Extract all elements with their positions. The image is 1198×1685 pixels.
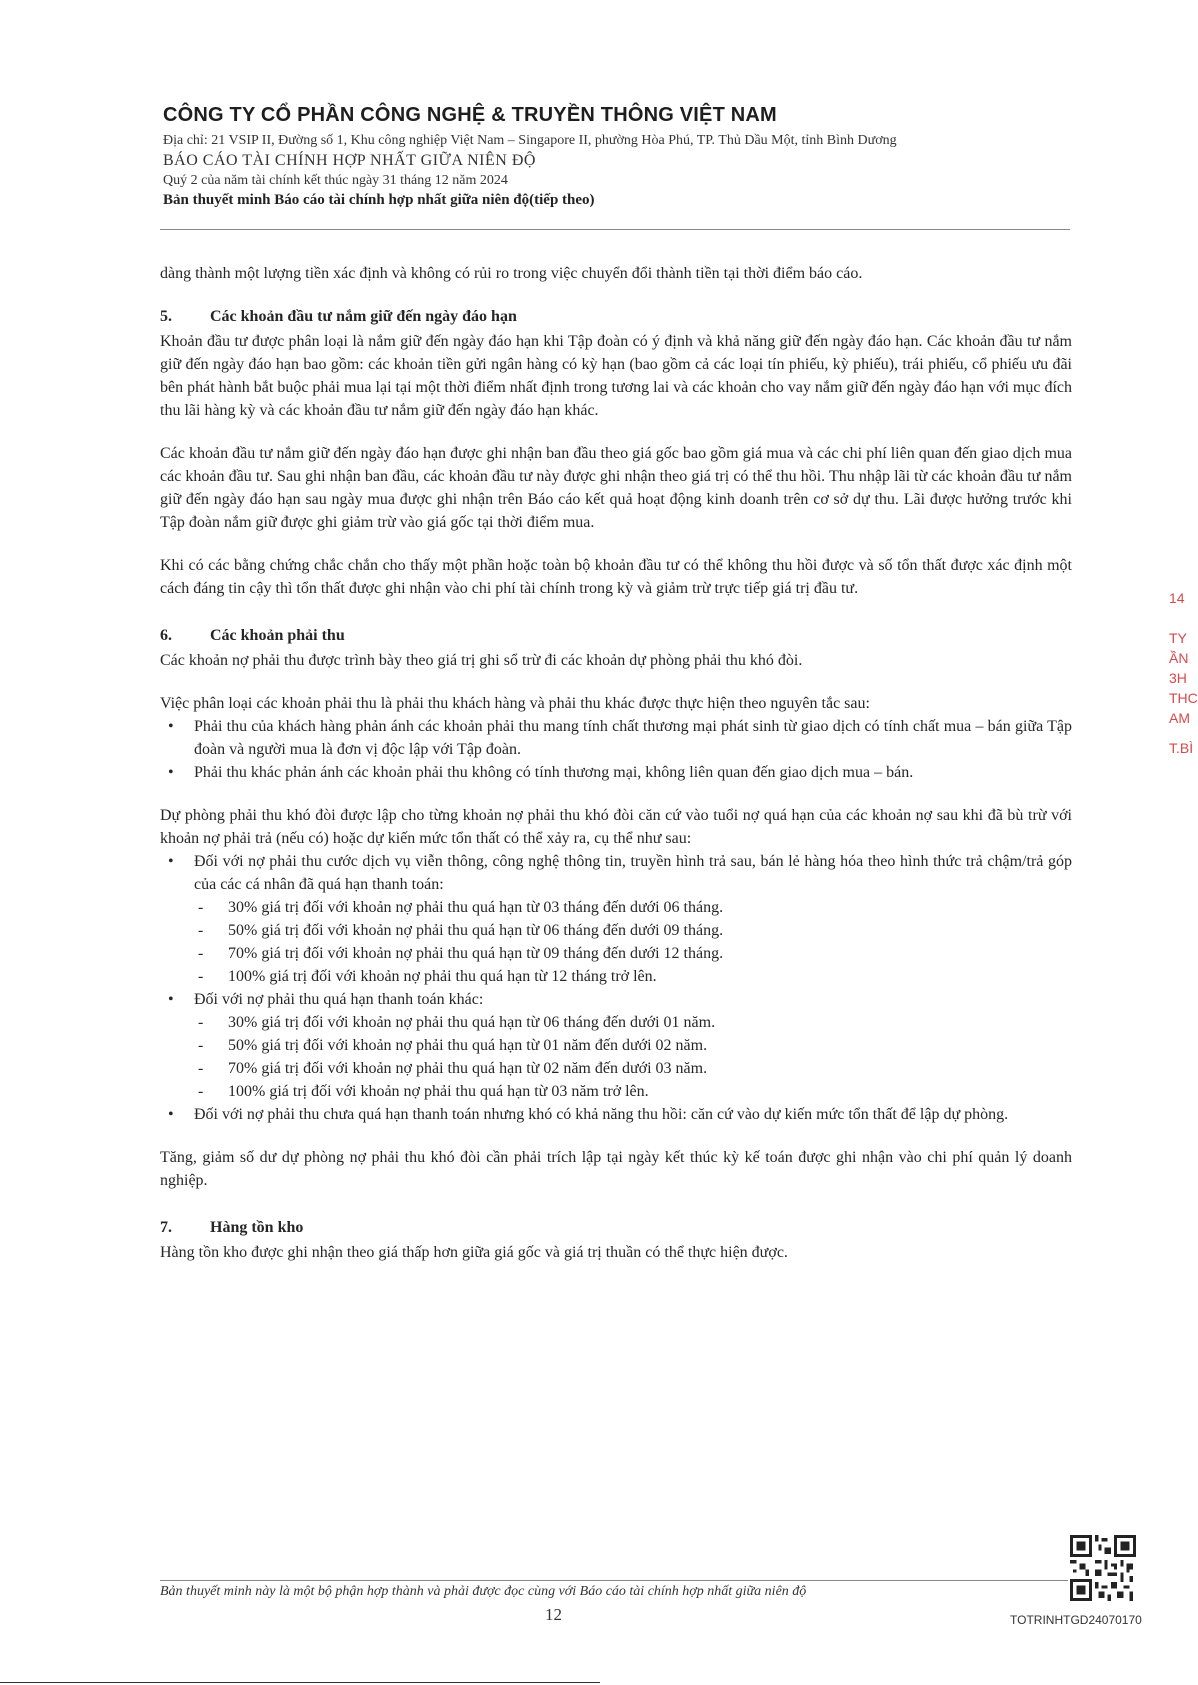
section-6-number: 6. xyxy=(160,627,172,644)
section-6 xyxy=(160,624,1072,1192)
list-item: • Đối với nợ phải thu chưa quá hạn thanh toán nhưng khó có khả năng thu hồi: căn cứ vào dự kiến mức tổn thất để lập dự phòng. xyxy=(168,1106,1009,1123)
section-5 xyxy=(160,305,1072,600)
report-subtitle: Bản thuyết minh Báo cáo tài chính hợp nhất giữa niên độ(tiếp theo) xyxy=(163,192,595,208)
section-5-paragraph-3: Khi có các bằng chứng chắc chắn cho thấy một phần hoặc toàn bộ khoản đầu tư có thể không thu hồi được và số tổn thất được xác định một cách đáng tin cậy thì tổn thất được ghi nhận vào chi phí tài chính trong kỳ và giảm trừ trực tiếp giá trị đầu tư. xyxy=(160,557,1072,597)
section-5-paragraph-2: Các khoản đầu tư nắm giữ đến ngày đáo hạn được ghi nhận ban đầu theo giá gốc bao gồm giá mua và các chi phí liên quan đến giao dịch mua các khoản đầu tư. Sau ghi nhận ban đầu, các khoản đầu tư này được ghi nhận theo giá trị có thể thu hồi. Thu nhập lãi từ các khoản đầu tư nắm giữ đến ngày đáo hạn sau ngày mua được ghi nhận trên Báo cáo kết quả hoạt động kinh doanh trên cơ sở dự thu. Lãi được hưởng trước khi Tập đoàn nắm giữ được ghi giảm trừ vào giá gốc tại thời điểm mua. xyxy=(160,445,1072,531)
document-code: TOTRINHTGD24070170 xyxy=(1010,1613,1142,1627)
list-item: - 100% giá trị đối với khoản nợ phải thu quá hạn từ 12 tháng trở lên. xyxy=(198,968,657,985)
company-address: Địa chỉ: 21 VSIP II, Đường số 1, Khu công nghiệp Việt Nam – Singapore II, phường Hòa Phú, TP. Thủ Dầu Một, tỉnh Bình Dương xyxy=(163,133,897,148)
section-5-number: 5. xyxy=(160,308,172,325)
receivable-classification-list xyxy=(160,715,1072,784)
provision-rates-telecom xyxy=(194,896,1072,988)
section-6-paragraph-1: Các khoản nợ phải thu được trình bày theo giá trị ghi sổ trừ đi các khoản dự phòng phải thu khó đòi. xyxy=(160,652,803,669)
page-number: 12 xyxy=(545,1605,562,1624)
section-6-heading: Các khoản phải thu xyxy=(210,627,345,644)
report-header xyxy=(163,104,1068,209)
scan-edge-line xyxy=(0,1682,600,1683)
document-body xyxy=(160,262,1072,1288)
intro-continuation: dàng thành một lượng tiền xác định và không có rủi ro trong việc chuyển đổi thành tiền tại thời điểm báo cáo. xyxy=(160,265,863,282)
list-item: - 30% giá trị đối với khoản nợ phải thu quá hạn từ 03 tháng đến dưới 06 tháng. xyxy=(198,899,724,916)
list-item: - 100% giá trị đối với khoản nợ phải thu quá hạn từ 03 năm trở lên. xyxy=(198,1083,649,1100)
qr-code-icon xyxy=(1070,1535,1136,1601)
list-item: - 50% giá trị đối với khoản nợ phải thu quá hạn từ 01 năm đến dưới 02 năm. xyxy=(198,1037,708,1054)
list-item: - 70% giá trị đối với khoản nợ phải thu quá hạn từ 02 năm đến dưới 03 năm. xyxy=(198,1060,708,1077)
section-7-heading: Hàng tồn kho xyxy=(210,1219,304,1236)
footer-divider xyxy=(160,1580,1068,1581)
report-period: Quý 2 của năm tài chính kết thúc ngày 31 tháng 12 năm 2024 xyxy=(163,173,508,188)
list-item: • Phải thu của khách hàng phản ánh các khoản phải thu mang tính chất thương mại phát sinh từ giao dịch có tính chất mua – bán giữa Tập đoàn và người mua là đơn vị độc lập với Tập đoàn. xyxy=(168,718,1072,758)
report-title: BÁO CÁO TÀI CHÍNH HỢP NHẤT GIỮA NIÊN ĐỘ xyxy=(163,152,536,169)
section-5-paragraph-1: Khoản đầu tư được phân loại là nắm giữ đến ngày đáo hạn khi Tập đoàn có ý định và khả năng giữ đến ngày đáo hạn. Các khoản đầu tư nắm giữ đến ngày đáo hạn bao gồm: các khoản tiền gửi ngân hàng có kỳ hạn (bao gồm cả các loại tín phiếu, kỳ phiếu), trái phiếu, cổ phiếu ưu đãi bên phát hành bắt buộc phải mua lại tại một thời điểm nhất định trong tương lai và các khoản cho vay nắm giữ đến ngày đáo hạn với mục đích thu lãi hàng kỳ và các khoản đầu tư nắm giữ đến ngày đáo hạn khác. xyxy=(160,333,1072,419)
list-item: • Đối với nợ phải thu cước dịch vụ viễn thông, công nghệ thông tin, truyền hình trả sau, bán lẻ hàng hóa theo hình thức trả chậm/trả góp của các cá nhân đã quá hạn thanh toán: - 30% giá trị đối với khoản nợ phải thu quá hạn từ 03 tháng đến dưới 06 tháng. - 50% giá trị đối với khoản nợ phải thu quá hạn từ 06 tháng đến dưới 09 tháng. - 70% giá trị đối với khoản nợ phải thu quá hạn từ 09 tháng đến dưới 12 tháng. - 100% giá trị đối với khoản nợ phải thu quá hạn từ 12 tháng trở lên. xyxy=(160,850,1072,988)
list-item: - 30% giá trị đối với khoản nợ phải thu quá hạn từ 06 tháng đến dưới 01 năm. xyxy=(198,1014,716,1031)
provision-rates-other xyxy=(194,1011,1072,1103)
company-name: CÔNG TY CỔ PHẦN CÔNG NGHỆ & TRUYỀN THÔNG VIỆT NAM xyxy=(163,104,777,126)
section-6-paragraph-4: Tăng, giảm số dư dự phòng nợ phải thu khó đòi cần phải trích lập tại ngày kết thúc kỳ kế toán được ghi nhận vào chi phí quản lý doanh nghiệp. xyxy=(160,1149,1072,1189)
red-seal-stamp: 14 TY ẦN 3H THC AM T.BÌ xyxy=(1169,590,1198,756)
section-5-heading: Các khoản đầu tư nắm giữ đến ngày đáo hạn xyxy=(210,308,517,325)
section-6-paragraph-3: Dự phòng phải thu khó đòi được lập cho từng khoản nợ phải thu khó đòi căn cứ vào tuổi nợ quá hạn của các khoản nợ sau khi đã bù trừ với khoản nợ phải trả (nếu có) hoặc dự kiến mức tổn thất có thể xảy ra, cụ thể như sau: xyxy=(160,807,1072,847)
list-item: - 70% giá trị đối với khoản nợ phải thu quá hạn từ 09 tháng đến dưới 12 tháng. xyxy=(198,945,724,962)
footer-note: Bản thuyết minh này là một bộ phận hợp thành và phải được đọc cùng với Báo cáo tài chính hợp nhất giữa niên độ xyxy=(160,1584,807,1599)
provision-rules-list xyxy=(160,850,1072,1126)
list-item: • Phải thu khác phản ánh các khoản phải thu không có tính thương mại, không liên quan đến giao dịch mua – bán. xyxy=(168,764,914,781)
section-7-paragraph-1: Hàng tồn kho được ghi nhận theo giá thấp hơn giữa giá gốc và giá trị thuần có thể thực hiện được. xyxy=(160,1244,788,1261)
section-6-paragraph-2: Việc phân loại các khoản phải thu là phải thu khách hàng và phải thu khác được thực hiện theo nguyên tắc sau: xyxy=(160,695,870,712)
section-7-number: 7. xyxy=(160,1219,172,1236)
list-item: - 50% giá trị đối với khoản nợ phải thu quá hạn từ 06 tháng đến dưới 09 tháng. xyxy=(198,922,724,939)
list-item: • Đối với nợ phải thu quá hạn thanh toán khác: - 30% giá trị đối với khoản nợ phải thu quá hạn từ 06 tháng đến dưới 01 năm. - 50% giá trị đối với khoản nợ phải thu quá hạn từ 01 năm đến dưới 02 năm. - 70% giá trị đối với khoản nợ phải thu quá hạn từ 02 năm đến dưới 03 năm. - 100% giá trị đối với khoản nợ phải thu quá hạn từ 03 năm trở lên. xyxy=(160,988,1072,1103)
section-7 xyxy=(160,1216,1072,1264)
header-divider xyxy=(160,229,1070,230)
